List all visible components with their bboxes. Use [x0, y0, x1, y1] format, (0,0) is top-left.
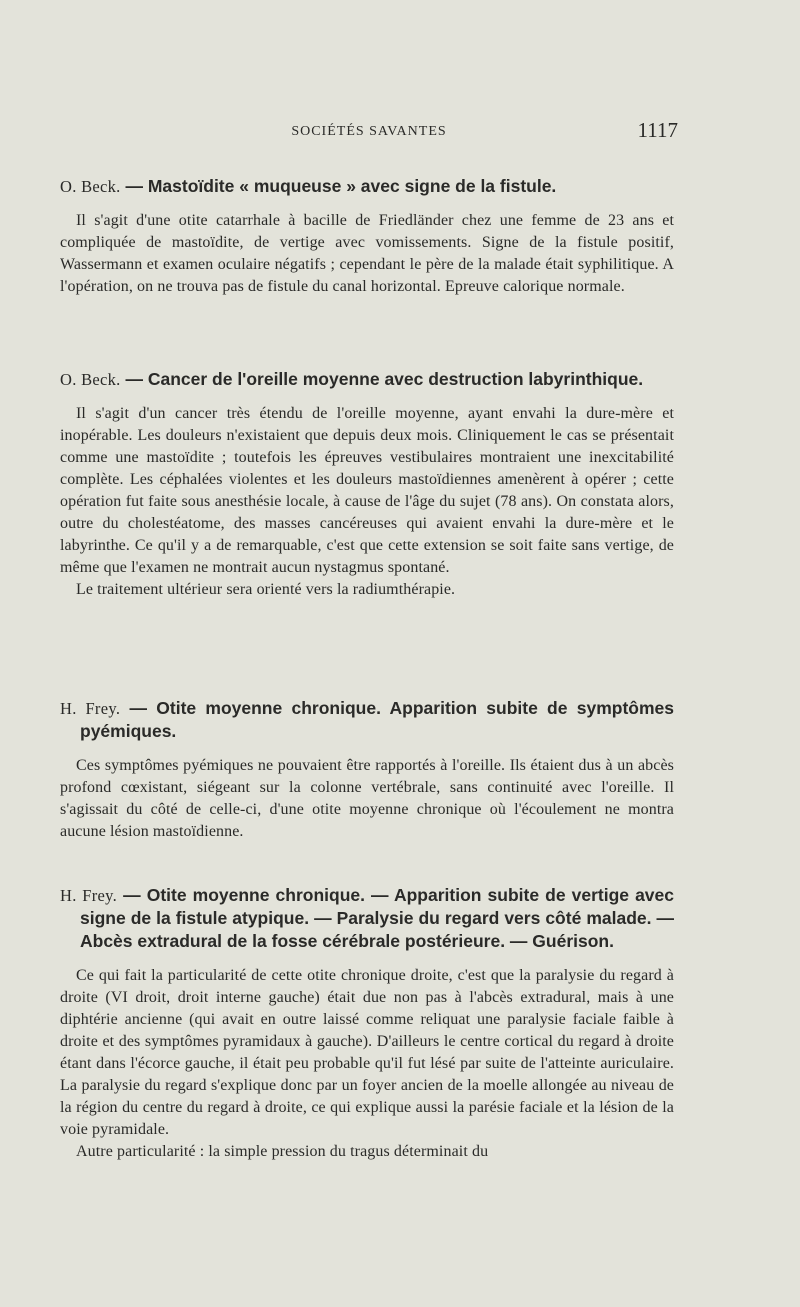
paragraph: Autre particularité : la simple pression du tragus déterminait du — [76, 1143, 489, 1160]
article-title: — Cancer de l'oreille moyenne avec destruction labyrinthique. — [125, 369, 644, 389]
article-heading — [60, 368, 674, 391]
article-4 — [60, 884, 674, 1163]
article-body — [60, 965, 674, 1163]
paragraph: Ces symptômes pyémiques ne pouvaient être rapportés à l'oreille. Ils étaient dus à un abcès profond cœxistant, siégeant sur la colonne vertébrale, sans continuité avec l'oreille. Il s'agissait du côté de celle-ci, d'une otite moyenne chronique où l'écoulement ne montra aucune lésion mastoïdienne. — [60, 757, 674, 840]
article-body — [60, 403, 674, 601]
article-2 — [60, 368, 674, 601]
article-heading — [60, 697, 674, 743]
running-title: SOCIÉTÉS SAVANTES — [291, 124, 447, 139]
paragraph: Il s'agit d'un cancer très étendu de l'oreille moyenne, ayant envahi la dure-mère et inopérable. Les douleurs n'existaient que depuis deux mois. Cliniquement le cas se présentait comme une mastoïdite ; toutefois les épreuves vestibulaires montraient une inexcitabilité complète. Les céphalées violentes et les douleurs mastoïdiennes amenèrent à opérer ; cette opération fut faite sous anesthésie locale, à cause de l'âge du sujet (78 ans). On constata alors, outre du cholestéatome, des masses cancéreuses qui avaient envahi la dure-mère et le labyrinthe. Ce qu'il y a de remarquable, c'est que cette extension se soit faite sans vertige, de même que l'examen ne montrait aucun nystagmus spontané. — [60, 405, 674, 576]
paragraph: Il s'agit d'une otite catarrhale à bacille de Friedländer chez une femme de 23 ans et compliquée de mastoïdite, de vertige avec vomissements. Signe de la fistule positif, Wassermann et examen oculaire négatifs ; cependant le père de la malade était syphilitique. A l'opération, on ne trouva pas de fistule du canal horizontal. Epreuve calorique normale. — [60, 212, 674, 295]
article-title: — Mastoïdite « muqueuse » avec signe de la fistule. — [125, 176, 557, 196]
article-heading — [60, 884, 674, 953]
page-header — [60, 118, 678, 148]
article-author: H. Frey. — [60, 886, 118, 905]
article-author: O. Beck. — [60, 177, 121, 196]
article-title: — Otite moyenne chronique. Apparition subite de symptômes pyémiques. — [80, 698, 674, 741]
page-number: 1117 — [637, 118, 678, 142]
article-body — [60, 210, 674, 298]
article-1 — [60, 175, 674, 298]
paragraph: Le traitement ultérieur sera orienté vers la radiumthérapie. — [76, 581, 456, 598]
article-author: H. Frey. — [60, 699, 121, 718]
article-author: O. Beck. — [60, 370, 121, 389]
article-body — [60, 755, 674, 843]
article-title: — Otite moyenne chronique. — Apparition subite de vertige avec signe de la fistule atypique. — Paralysie du regard vers côté malade. — Abcès extradural de la fosse cérébrale postérieure. — Guérison. — [80, 885, 674, 951]
paragraph: Ce qui fait la particularité de cette otite chronique droite, c'est que la paralysie du regard à droite (VI droit, droit interne gauche) était due non pas à l'abcès extradural, mais à une diphtérie ancienne (qui avait en outre laissé comme reliquat une paralysie faciale faible à droite et des symptômes pyramidaux à gauche). D'ailleurs le centre cortical du regard à droite étant dans l'écorce gauche, il était peu probable qu'il fut lésé par suite de l'atteinte auriculaire. La paralysie du regard s'explique donc par un foyer ancien de la moelle allongée au niveau de la région du centre du regard à droite, ce qui explique aussi la parésie faciale et la lésion de la voie pyramidale. — [60, 967, 674, 1138]
article-heading — [60, 175, 674, 198]
article-3 — [60, 697, 674, 843]
